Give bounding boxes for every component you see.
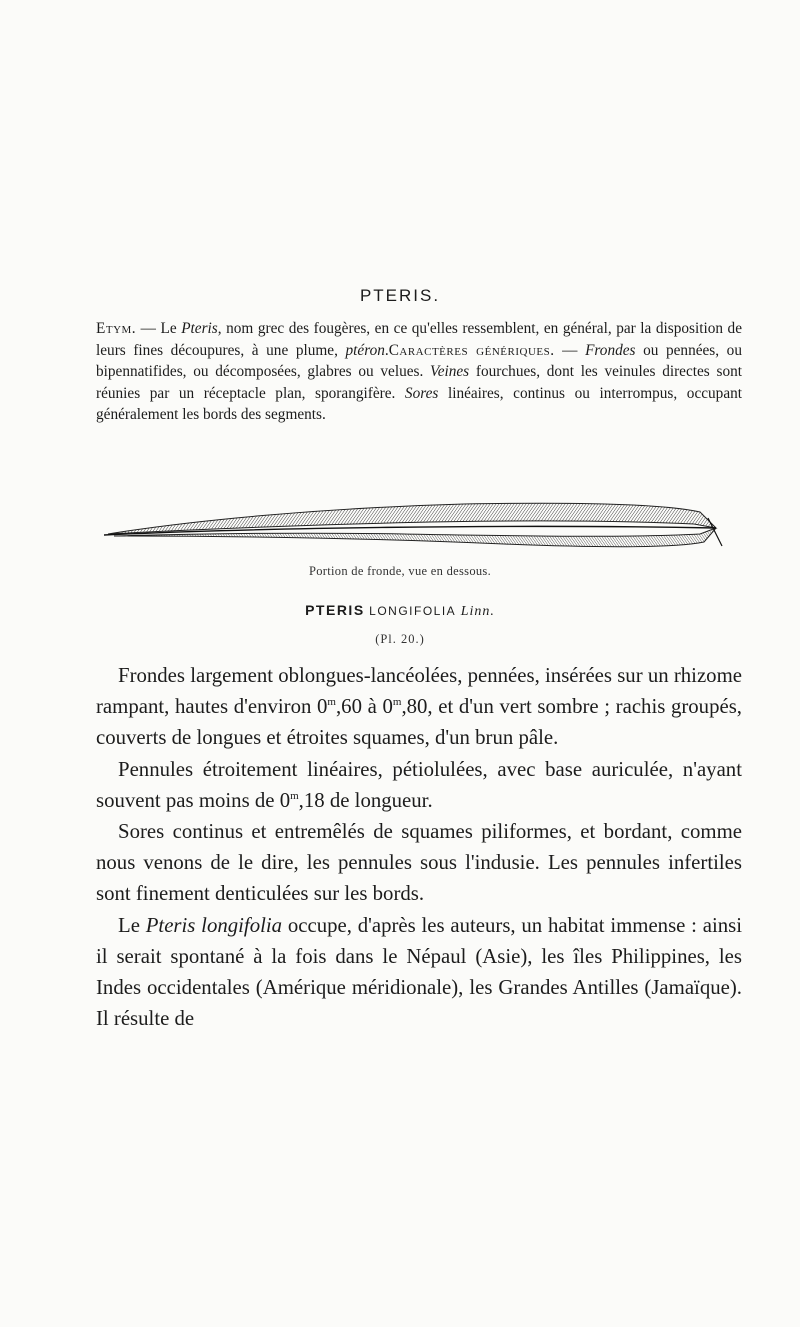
unit-m: m [290,789,299,802]
etymology-paragraph [96,318,742,426]
species-author: Linn. [460,604,495,619]
etym-label: Etym. [96,320,137,337]
paragraph-habitat [96,910,742,1035]
gen-text-1: ou pennées, ou bipennatifides, ou décomposées, glabres ou velues. [96,341,742,381]
pinnule-upper-edge [108,503,716,534]
paragraph-pinnules [96,754,742,816]
term-veines: Veines [430,363,470,381]
unit-m: m [327,696,336,709]
etym-text: , nom grec des fougères, en ce qu'elles ressemblent, en général, par la disposition de leurs fines découpures, à une plume, [96,320,742,359]
etym-genus-name: Pteris [181,320,218,337]
p4-species-name: Pteris longifolia [145,913,283,937]
etym-lead: — Le [136,320,182,337]
p4-lead: Le [118,913,146,937]
frond-illustration [104,498,724,556]
p2-text: Pennules étroitement linéaires, pétiolulées, avec base auriculée, n'ayant souvent pas moins de 0 [96,757,742,812]
gen-text-3: linéaires, continus ou interrompus, occupant généralement les bords des segments. [96,384,743,424]
etym-greek-word: ptéron [345,341,385,359]
term-sores: Sores [404,384,439,402]
paragraph-sori: Sores continus et entremêlés de squames piliformes, et bordant, comme nous venons de le dire, les pennules sous l'indusie. Les pennules infertiles sont finement denticulées sur les bords. [96,820,742,906]
species-epithet: LONGIFOLIA [369,604,457,618]
unit-m: m [392,696,402,709]
p4-text: occupe, d'après les auteurs, un habitat immense : ainsi il serait spontané à la fois dans le Népaul (Asie), les îles Philippines, les Indes occidentales (Amérique méridionale), les Grandes Antilles (Jamaïque). Il résulte de [96,913,743,1031]
species-heading [0,602,800,620]
paragraph-fronds [96,660,742,754]
p1-text: Frondes largement oblongues-lancéolées, pennées, insérées sur un rhizome rampant, hautes d'environ 0 [96,664,742,719]
gen-lead: — [554,341,586,359]
figure-caption: Portion de fronde, vue en dessous. [308,564,492,578]
p1-value-2: ,80, et d'un vert sombre ; rachis groupés, couverts de longues et étroites squames, d'un brun pâle. [96,695,743,750]
page-title: PTERIS. [359,286,441,305]
generic-characters-label: Caractères génériques. [388,341,555,359]
plate-reference: (Pl. 20.) [375,632,425,646]
p2-value: ,18 de longueur. [298,788,433,812]
frond-engraving [104,498,724,556]
gen-text-2: fourchues, dont les veinules directes sont réunies par un réceptacle plan, sporangifère. [96,363,743,402]
species-description [96,660,742,1034]
etym-end: . [384,341,389,359]
p1-value-1: ,60 à 0 [335,695,393,719]
species-genus: PTERIS [305,602,365,618]
genus-description [96,318,742,426]
term-frondes: Frondes [585,341,636,359]
